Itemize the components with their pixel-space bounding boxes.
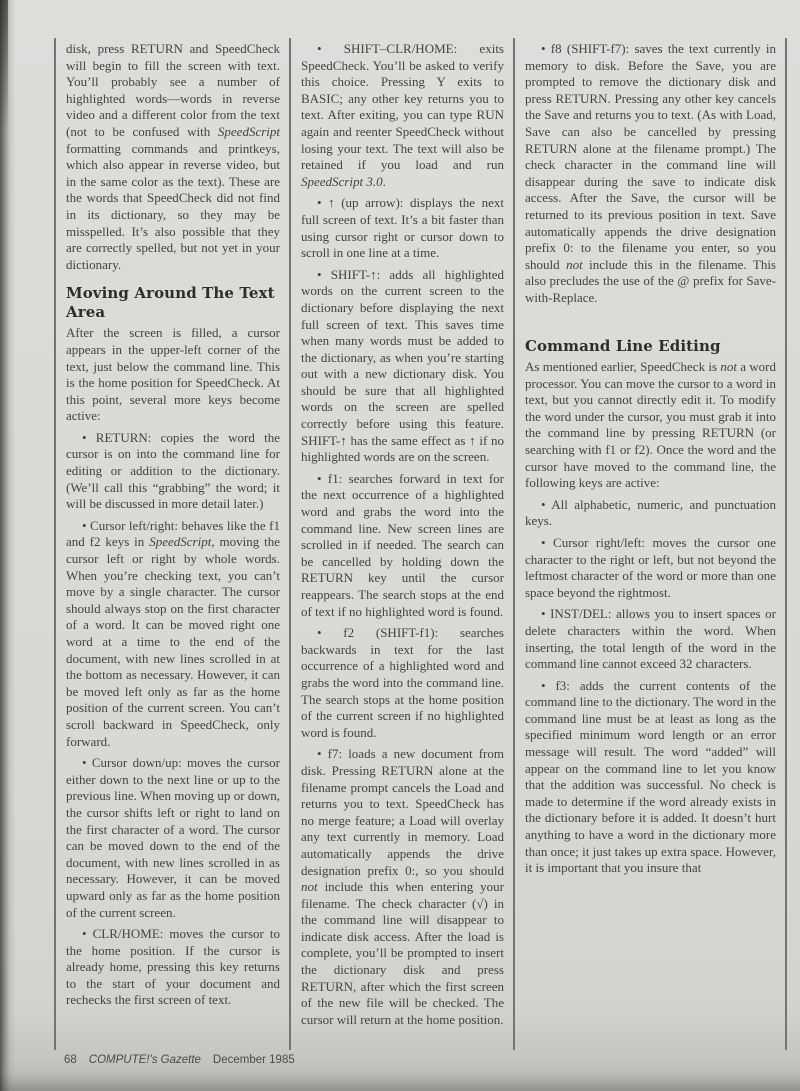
- scan-edge-bottom: [0, 1073, 800, 1091]
- bullet-item: • f2 (SHIFT-f1): searches backwards in text for the last occurrence of a highlighted word and grabs the word into the command line. The search stops at the home position of the current screen if no highlighted word is found.: [301, 625, 504, 740]
- paragraph: disk, press RETURN and SpeedCheck will begin to fill the screen with text. You’ll probably see a number of highlighted words—words in reverse video and a different color from the text (not to be confused with SpeedScript formatting commands and printkeys, which also appear in reverse video, but in the same color as the text). These are the words that SpeedCheck did not find in its dictionary, so they may be misspelled. It’s also possible that they are correctly spelled, but not yet in your dictionary.: [66, 41, 280, 272]
- column-2: [289, 38, 513, 1050]
- page-footer: [64, 1054, 295, 1066]
- bullet-item: • f7: loads a new document from disk. Pressing RETURN alone at the filename prompt cancels the Load and returns you to text. SpeedCheck has no merge feature; a Load will overlay any text currently in memory. Load automatically appends the drive designation prefix 0:, so you should not include this when entering your filename. The check character (√) in the command line will disappear to indicate disk access. After the load is complete, you’ll be prompted to insert the dictionary disk and press RETURN, after which the first screen of the new file will be checked. The cursor will return at the home position.: [301, 746, 504, 1027]
- paragraph: After the screen is filled, a cursor appears in the upper-left corner of the text, just below the command line. This is the home position for SpeedCheck. At this point, several more keys become active:: [66, 325, 280, 424]
- paragraph: As mentioned earlier, SpeedCheck is not a word processor. You can move the cursor to a word in text, but you cannot directly edit it. To modify the word under the cursor, you must grab it into the command line by pressing RETURN (or searching with f1 or f2). Once the word and the cursor have moved to the command line, the following keys are active:: [525, 359, 776, 491]
- article-content: [54, 38, 787, 1050]
- bullet-item: • f1: searches forward in text for the next occurrence of a highlighted word and grabs the word into the command line. New screen lines are scrolled in if needed. The search can be cancelled by holding down the RETURN key until the cursor reappears. The search stops at the end of text if no highlighted word is found.: [301, 470, 504, 619]
- magazine-title: COMPUTE!'s Gazette: [88, 1054, 201, 1066]
- bullet-item: • Cursor down/up: moves the cursor either down to the next line or up to the previous line. When moving up or down, the cursor shifts left or right to land on the first character of a word. The cursor can be moved down to the end of the document, with new lines scrolled in as necessary. However, it can be moved upward only as far as the home position of the current screen.: [66, 755, 280, 920]
- bullet-item: • SHIFT-↑: adds all highlighted words on the current screen to the dictionary before displaying the next full screen of text. This saves time when many words must be added to the dictionary, as when you’re starting out with a new dictionary disk. You should be sure that all highlighted words on the screen are spelled correctly before using this feature. SHIFT-↑ has the same effect as ↑ if no highlighted words are on the screen.: [301, 266, 504, 465]
- scan-edge-left: [0, 0, 16, 1091]
- bullet-item: • ↑ (up arrow): displays the next full screen of text. It’s a bit faster than using cursor right or cursor down to scroll in one line at a time.: [301, 195, 504, 261]
- bullet-item: • INST/DEL: allows you to insert spaces or delete characters within the word. When inserting, the total length of the word in the command line cannot exceed 32 characters.: [525, 606, 776, 672]
- bullet-item: • Cursor left/right: behaves like the f1 and f2 keys in SpeedScript, moving the cursor left or right by whole words. When you’re checking text, you can’t move by a single character. The cursor should always stop on the first character of a word. It can be moved right one word at a time to the end of the document, with new lines scrolled in at the bottom as necessary. However, it can be moved left only as far as the home position of the current screen. You can’t scroll backward in SpeedCheck, only forward.: [66, 517, 281, 749]
- page-number: 68: [64, 1054, 77, 1066]
- issue-date: December 1985: [212, 1054, 295, 1066]
- bullet-item: • CLR/HOME: moves the cursor to the home position. If the cursor is already home, pressing this key returns to the start of your document and rechecks the first screen of text.: [66, 926, 280, 1008]
- section-heading: Moving Around The Text Area: [66, 284, 275, 321]
- bullet-item: • Cursor right/left: moves the cursor one character to the right or left, but not beyond the leftmost character of the word or more than one space beyond the rightmost.: [525, 534, 776, 600]
- bullet-item: • f8 (SHIFT-f7): saves the text currently in memory to disk. Before the Save, you are prompted to remove the dictionary disk and press RETURN. Pressing any other key cancels the Save and returns you to text. (As with Load, Save can also be cancelled by pressing RETURN alone at the filename prompt.) The check character in the command line will disappear during the save to indicate disk access. After the Save, the cursor will be returned to its previous position in text. Save automatically appends the drive designation prefix 0: to the filename you enter, so you should not include this in the filename. This also precludes the use of the @ prefix for Save-with-Replace.: [525, 41, 776, 305]
- bullet-item: • SHIFT–CLR/HOME: exits SpeedCheck. You’ll be asked to verify this choice. Pressing Y exits to BASIC; any other key returns you to text. After exiting, you can type RUN again and reenter SpeedCheck without losing your text. The text will also be retained if you load and run SpeedScript 3.0.: [301, 41, 504, 189]
- column-3: [513, 38, 787, 1050]
- bullet-item: • All alphabetic, numeric, and punctuation keys.: [525, 496, 776, 529]
- section-heading: Command Line Editing: [525, 336, 721, 355]
- column-1: [54, 38, 289, 1050]
- bullet-item: • RETURN: copies the word the cursor is on into the command line for editing or addition to the dictionary. (We’ll call this “grabbing” the word; it will be discussed in more detail later.): [66, 429, 280, 512]
- bullet-item: • f3: adds the current contents of the command line to the dictionary. The word in the command line must be at least as long as the specified minimum word length or an error message will result. The word “added” will appear on the command line to let you know that the addition was successful. No check is made to determine if the word already exists in the dictionary before it is added. It doesn’t hurt anything to have a word in the dictionary more than once; it just takes up extra space. However, it is important that you insure that: [525, 677, 776, 876]
